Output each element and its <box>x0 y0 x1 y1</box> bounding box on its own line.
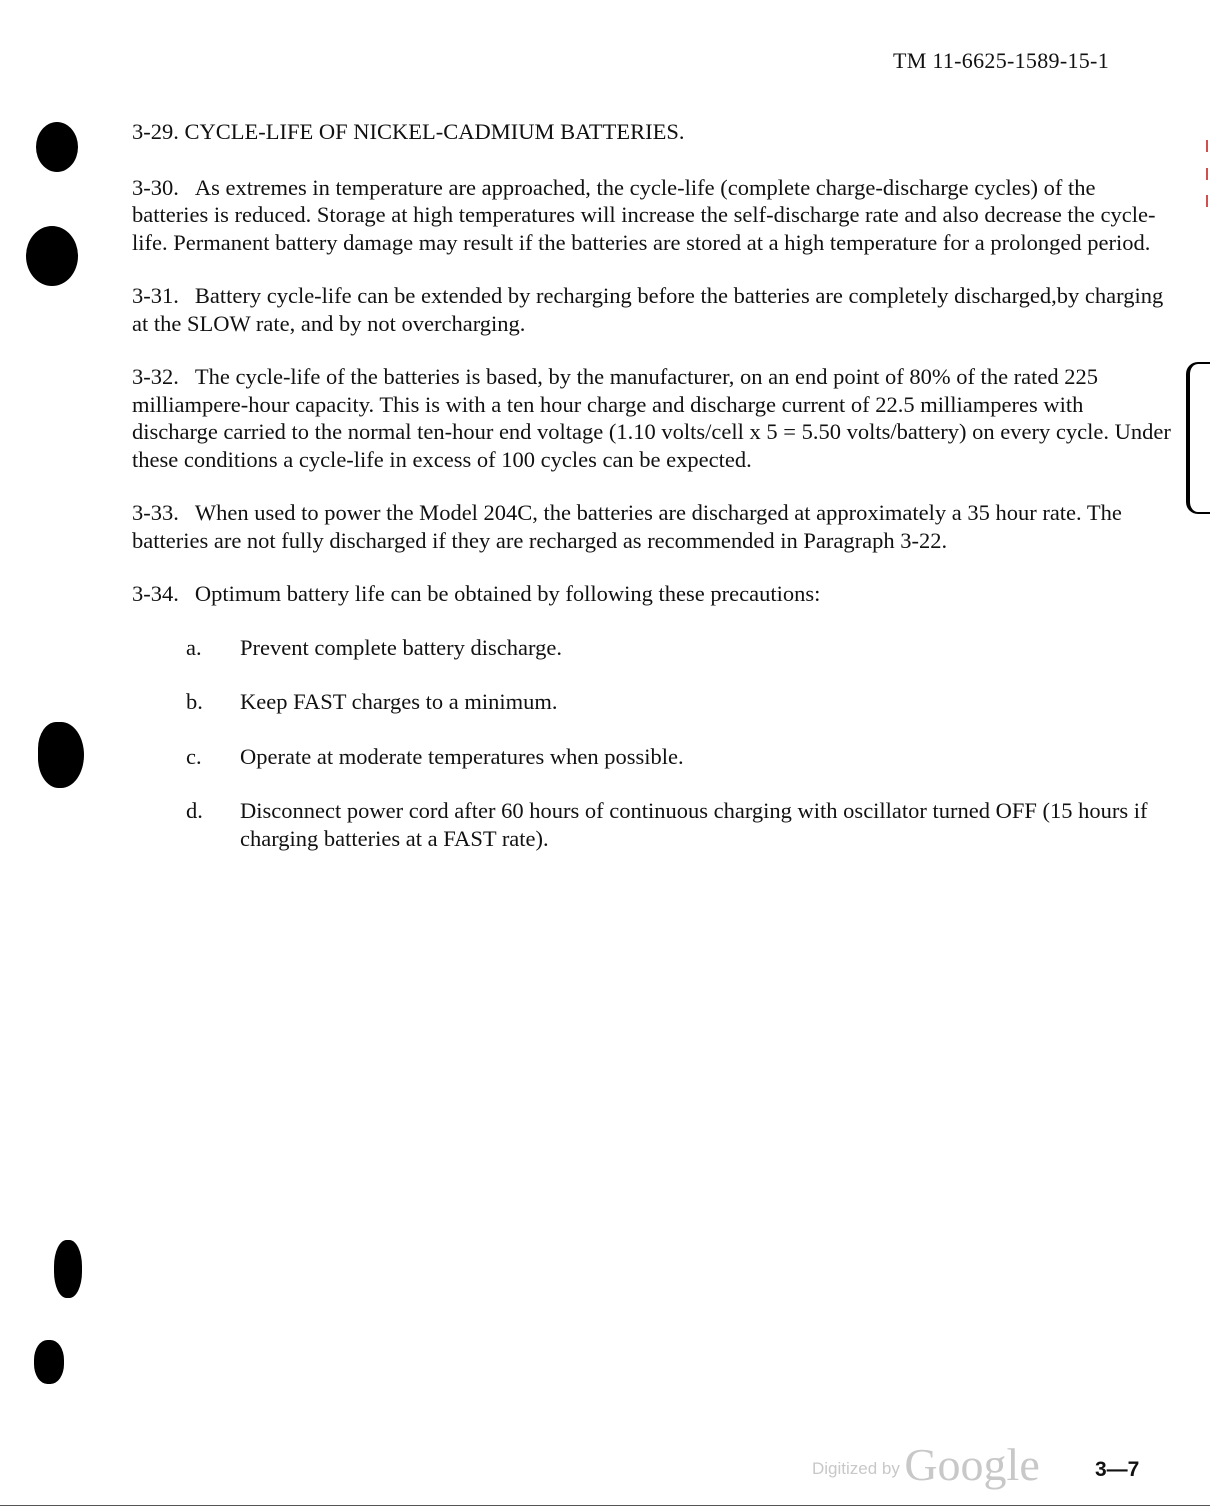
list-item-text: Keep FAST charges to a minimum. <box>240 689 558 714</box>
page-number: 3—7 <box>1095 1458 1140 1481</box>
document-id: TM 11-6625-1589-15-1 <box>893 48 1109 73</box>
edge-mark <box>1206 195 1208 207</box>
paragraph-3-33 <box>132 499 1172 554</box>
list-item <box>132 634 1172 662</box>
paragraph-3-34 <box>132 580 1172 608</box>
edge-mark <box>1206 168 1208 180</box>
binding-hole <box>34 1340 64 1384</box>
binding-hole <box>26 226 78 286</box>
list-item-letter: a. <box>186 634 202 660</box>
list-item-letter: b. <box>186 689 203 714</box>
paragraph-text: Optimum battery life can be obtained by following these precautions: <box>194 581 821 606</box>
list-item-letter: d. <box>186 798 203 823</box>
binding-hole <box>36 122 78 172</box>
bottom-rule <box>0 1505 1210 1506</box>
document-body <box>132 118 1172 879</box>
list-item-text: Operate at moderate temperatures when possible. <box>240 743 684 769</box>
precautions-list <box>132 634 1172 853</box>
list-item-text: Disconnect power cord after 60 hours of continuous charging with oscillator turned OFF (15 hours if charging batteries at a FAST rate). <box>240 798 1148 851</box>
paragraph-3-31 <box>132 282 1172 337</box>
paragraph-number: 3-33. <box>132 500 179 525</box>
section-title: 3-29. CYCLE-LIFE OF NICKEL-CADMIUM BATTERIES. <box>132 119 685 144</box>
list-item <box>132 688 1172 716</box>
paragraph-number: 3-31. <box>132 283 179 308</box>
list-item <box>132 743 1172 771</box>
list-item <box>132 797 1172 852</box>
list-item-text: Prevent complete battery discharge. <box>240 634 562 660</box>
digitized-watermark <box>812 1438 1040 1491</box>
paragraph-3-30 <box>132 174 1172 257</box>
paragraph-text: Battery cycle-life can be extended by recharging before the batteries are completely discharged,by charging at the SLOW rate, and by not overcharging. <box>132 283 1164 336</box>
paragraph-number: 3-30. <box>132 174 179 200</box>
paragraph-text: When used to power the Model 204C, the batteries are discharged at approximately a 35 hour rate. The batteries are not fully discharged if they are recharged as recommended in Paragraph 3-22. <box>132 500 1122 553</box>
google-logo: Google <box>904 1439 1040 1490</box>
binding-hole <box>54 1240 82 1298</box>
edge-mark <box>1206 140 1208 152</box>
paragraph-3-32 <box>132 363 1172 473</box>
paragraph-text: As extremes in temperature are approached, the cycle-life (complete charge-discharge cycles) of the batteries is reduced. Storage at high temperatures will increase the self-discharge rate and also decrease the cycle-life. Permanent battery damage may result if the batteries are stored at a high temperature for a prolonged period. <box>132 174 1156 255</box>
binding-hole <box>38 722 84 788</box>
list-item-letter: c. <box>186 743 202 769</box>
paragraph-text: The cycle-life of the batteries is based, by the manufacturer, on an end point of 80% of the rated 225 milliampere-hour capacity. This is with a ten hour charge and discharge current of 22.5 milliamperes with discharge carried to the normal ten-hour end voltage (1.10 volts/cell x 5 = 5.50 volts/battery) on every cycle. Under these conditions a cycle-life in excess of 100 cycles can be expected. <box>132 364 1171 472</box>
digitized-prefix: Digitized by <box>812 1459 900 1478</box>
paragraph-number: 3-34. <box>132 581 179 606</box>
paragraph-number: 3-32. <box>132 364 179 389</box>
page-edge-bracket <box>1186 362 1210 514</box>
